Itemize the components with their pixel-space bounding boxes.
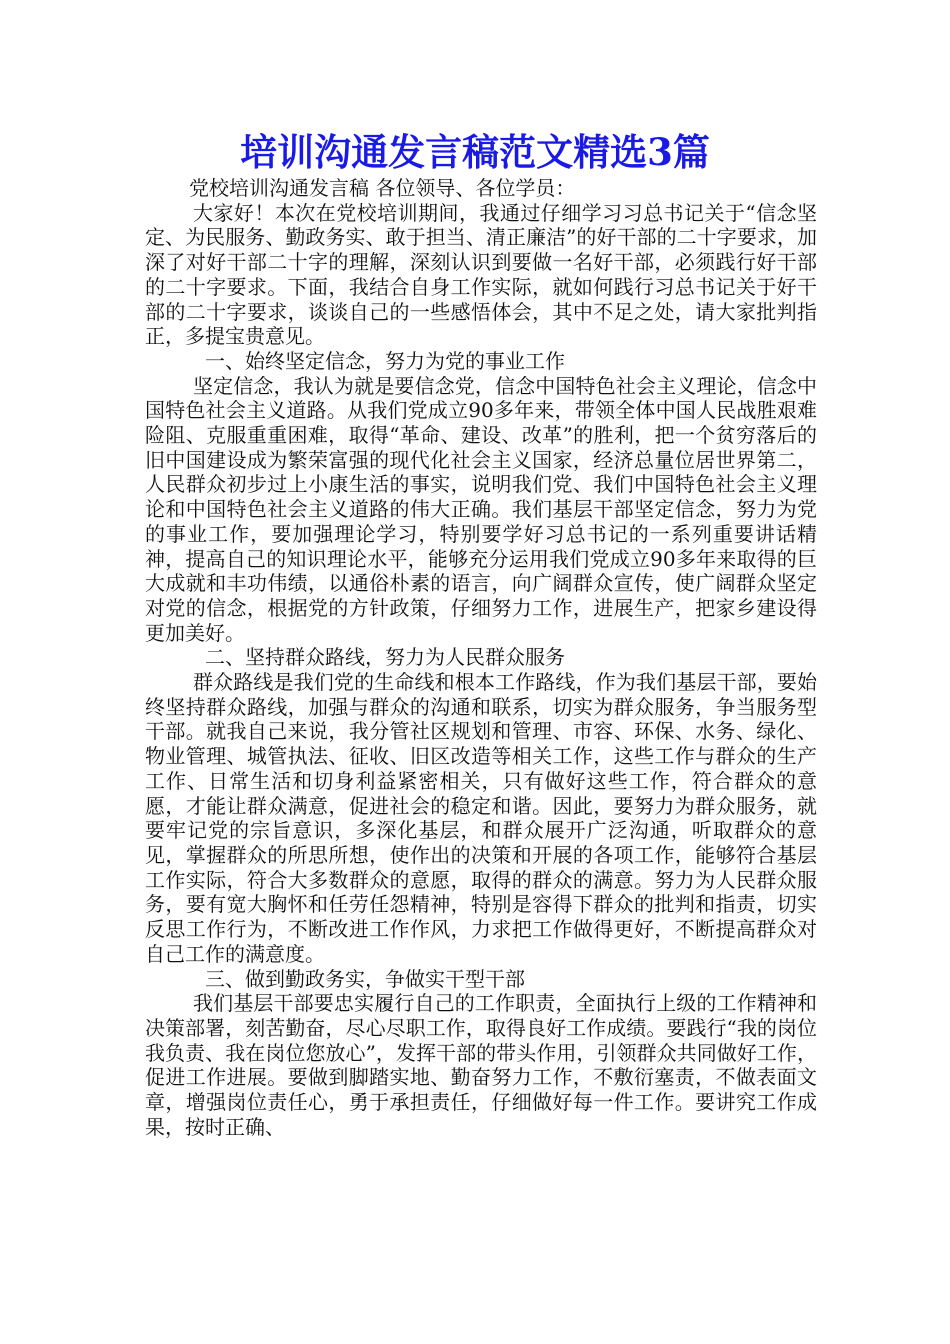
section-paragraph-2: 群众路线是我们党的生命线和根本工作路线，作为我们基层干部，要始终坚持群众路线，加强与群众的沟通和联系，切实为群众服务，争当服务型干部。就我自己来说，我分管社区规划和管理、市容、环保、水务、绿化、物业管理、城管执法、征收、旧区改造等相关工作，这些工作与群众的生产工作、日常生活和切身利益紧密相关，只有做好这些工作，符合群众的意愿，才能让群众满意，促进社会的稳定和谐。因此，要努力为群众服务，就要牢记党的宗旨意识，多深化基层，和群众展开广泛沟通，听取群众的意见，掌握群众的所思所想，使作出的决策和开展的各项工作，能够符合基层工作实际，符合大多数群众的意愿，取得的群众的满意。努力为人民群众服务，要有宽大胸怀和任劳任怨精神，特别是容得下群众的批判和指责，切实反思工作行为，不断改进工作作风，力求把工作做得更好，不断提高群众对自己工作的满意度。 bbox=[145, 670, 817, 966]
section-heading-3: 三、做到勤政务实，争做实干型干部 bbox=[205, 966, 525, 991]
section-paragraph-3: 我们基层干部要忠实履行自己的工作职责，全面执行上级的工作精神和决策部署，刻苦勤奋，尽心尽职工作，取得良好工作成绩。要践行“我的岗位我负责、我在岗位您放心”，发挥干部的带头作用，引领群众共同做好工作，促进工作进展。要做到脚踏实地、勤奋努力工作，不敷衍塞责，不做表面文章，增强岗位责任心，勇于承担责任，仔细做好每一件工作。要讲究工作成果，按时正确、 bbox=[145, 991, 817, 1139]
section-paragraph-1: 坚定信念，我认为就是要信念党，信念中国特色社会主义理论，信念中国特色社会主义道路。从我们党成立90多年来，带领全体中国人民战胜艰难险阻、克服重重困难，取得“革命、建设、改革”的胜利，把一个贫穷落后的旧中国建设成为繁荣富强的现代化社会主义国家，经济总量位居世界第二，人民群众初步过上小康生活的事实，说明我们党、我们中国特色社会主义理论和中国特色社会主义道路的伟大正确。我们基层干部坚定信念，努力为党的事业工作，要加强理论学习，特别要学好习总书记的一系列重要讲话精神，提高自己的知识理论水平，能够充分运用我们党成立90多年来取得的巨大成就和丰功伟绩，以通俗朴素的语言，向广阔群众宣传，使广阔群众坚定对党的信念，根据党的方针政策，仔细努力工作，进展生产，把家乡建设得更加美好。 bbox=[145, 373, 817, 645]
greeting-paragraph: 党校培训沟通发言稿 各位领导、各位学员： bbox=[189, 176, 576, 200]
section-heading-1: 一、始终坚定信念，努力为党的事业工作 bbox=[205, 348, 565, 373]
document-body bbox=[145, 176, 817, 1139]
document-title: 培训沟通发言稿范文精选3篇 bbox=[240, 130, 710, 174]
intro-paragraph: 大家好！本次在党校培训期间，我通过仔细学习习总书记关于“信念坚定、为民服务、勤政务实、敢于担当、清正廉洁”的好干部的二十字要求，加深了对好干部二十字的理解，深刻认识到要做一名好干部，必须践行好干部的二十字要求。下面，我结合自身工作实际，就如何践行习总书记关于好干部的二十字要求，谈谈自己的一些感悟体会，其中不足之处，请大家批判指正，多提宝贵意见。 bbox=[145, 200, 817, 349]
section-heading-2: 二、坚持群众路线，努力为人民群众服务 bbox=[205, 645, 565, 670]
